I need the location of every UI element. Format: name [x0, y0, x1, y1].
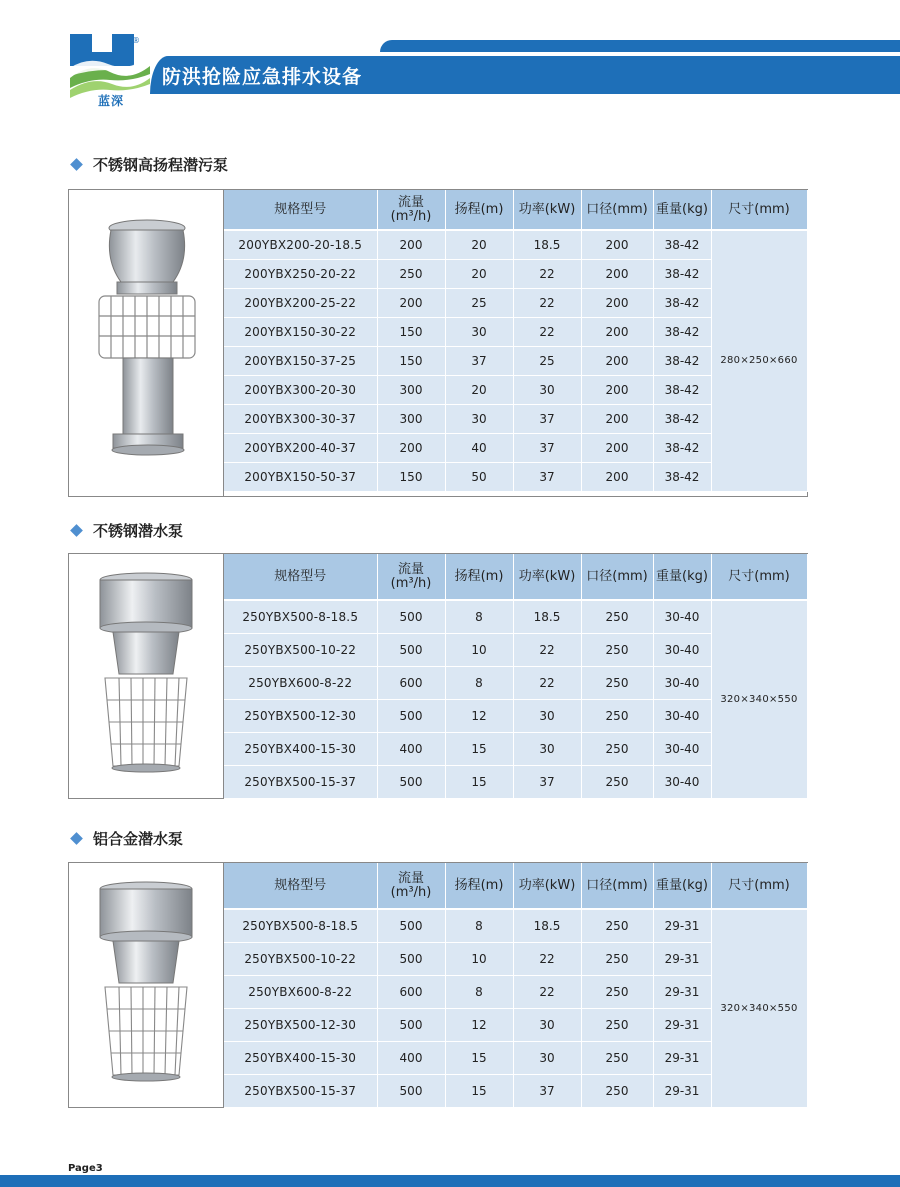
cell-flow: 500: [377, 1008, 445, 1041]
cell-weight: 29-31: [653, 1041, 711, 1074]
cell-diameter: 200: [581, 317, 653, 346]
col-size: 尺寸(mm): [711, 554, 807, 600]
cell-head: 10: [445, 942, 513, 975]
cell-model: 200YBX300-20-30: [224, 375, 377, 404]
logo-text: 蓝深: [98, 94, 125, 108]
cell-power: 25: [513, 346, 581, 375]
cell-head: 12: [445, 1008, 513, 1041]
cell-head: 50: [445, 462, 513, 491]
cell-head: 20: [445, 375, 513, 404]
cell-head: 20: [445, 259, 513, 288]
cell-flow: 500: [377, 633, 445, 666]
cell-power: 18.5: [513, 600, 581, 633]
col-weight: 重量(kg): [653, 190, 711, 230]
cell-diameter: 200: [581, 433, 653, 462]
table-header-row: [224, 190, 807, 230]
pump-photo-icon: [69, 863, 223, 1107]
cell-power: 30: [513, 1041, 581, 1074]
cell-power: 18.5: [513, 230, 581, 259]
table-header-row: [224, 554, 807, 600]
col-model: 规格型号: [224, 863, 377, 909]
cell-power: 18.5: [513, 909, 581, 942]
cell-diameter: 200: [581, 462, 653, 491]
cell-head: 15: [445, 765, 513, 798]
section-heading-3: [72, 828, 183, 849]
cell-power: 37: [513, 433, 581, 462]
cell-weight: 38-42: [653, 346, 711, 375]
footer-bar: [0, 1175, 900, 1187]
cell-model: 200YBX250-20-22: [224, 259, 377, 288]
cell-model: 200YBX150-30-22: [224, 317, 377, 346]
cell-model: 200YBX200-40-37: [224, 433, 377, 462]
cell-head: 15: [445, 1041, 513, 1074]
section-heading-1: [72, 154, 228, 175]
cell-power: 30: [513, 375, 581, 404]
cell-weight: 29-31: [653, 975, 711, 1008]
cell-diameter: 200: [581, 375, 653, 404]
col-diameter: 口径(mm): [581, 863, 653, 909]
cell-power: 22: [513, 317, 581, 346]
cell-flow: 200: [377, 230, 445, 259]
col-weight: 重量(kg): [653, 863, 711, 909]
cell-model: 250YBX500-15-37: [224, 1074, 377, 1107]
cell-weight: 29-31: [653, 1008, 711, 1041]
cell-weight: 30-40: [653, 600, 711, 633]
cell-head: 8: [445, 666, 513, 699]
cell-weight: 38-42: [653, 404, 711, 433]
cell-diameter: 250: [581, 765, 653, 798]
col-flow: 流量 (m³/h): [377, 863, 445, 909]
cell-flow: 500: [377, 765, 445, 798]
cell-flow: 600: [377, 975, 445, 1008]
cell-flow: 200: [377, 288, 445, 317]
cell-diameter: 250: [581, 1041, 653, 1074]
page-title: 防洪抢险应急排水设备: [162, 66, 363, 88]
cell-head: 30: [445, 404, 513, 433]
col-power: 功率(kW): [513, 554, 581, 600]
cell-model: 250YBX600-8-22: [224, 975, 377, 1008]
cell-flow: 500: [377, 600, 445, 633]
cell-model: 250YBX500-12-30: [224, 699, 377, 732]
cell-flow: 500: [377, 909, 445, 942]
cell-diameter: 250: [581, 942, 653, 975]
cell-weight: 29-31: [653, 1074, 711, 1107]
cell-power: 37: [513, 1074, 581, 1107]
cell-weight: 38-42: [653, 462, 711, 491]
cell-flow: 600: [377, 666, 445, 699]
cell-weight: 30-40: [653, 699, 711, 732]
cell-head: 8: [445, 975, 513, 1008]
cell-head: 40: [445, 433, 513, 462]
cell-head: 20: [445, 230, 513, 259]
cell-model: 250YBX500-15-37: [224, 765, 377, 798]
cell-model: 200YBX300-30-37: [224, 404, 377, 433]
cell-head: 8: [445, 909, 513, 942]
diamond-bullet-icon: [70, 158, 83, 171]
table-row: [224, 230, 807, 259]
cell-flow: 500: [377, 942, 445, 975]
diamond-bullet-icon: [70, 832, 83, 845]
cell-weight: 30-40: [653, 765, 711, 798]
cell-power: 22: [513, 633, 581, 666]
cell-head: 15: [445, 732, 513, 765]
cell-model: 250YBX500-10-22: [224, 633, 377, 666]
header-bar: [150, 56, 900, 94]
cell-power: 22: [513, 942, 581, 975]
cell-power: 30: [513, 699, 581, 732]
cell-flow: 400: [377, 732, 445, 765]
cell-diameter: 200: [581, 404, 653, 433]
header-accent-bar: [380, 40, 900, 52]
cell-flow: 300: [377, 404, 445, 433]
col-model: 规格型号: [224, 554, 377, 600]
product-photo-cell: [69, 190, 224, 496]
table-row: [224, 600, 807, 633]
cell-flow: 200: [377, 433, 445, 462]
table-row: [224, 909, 807, 942]
cell-power: 30: [513, 1008, 581, 1041]
table-header-row: [224, 863, 807, 909]
cell-diameter: 250: [581, 666, 653, 699]
cell-diameter: 200: [581, 259, 653, 288]
section-title: 不锈钢高扬程潜污泵: [93, 156, 229, 174]
cell-head: 12: [445, 699, 513, 732]
section-title: 铝合金潜水泵: [93, 830, 184, 848]
col-model: 规格型号: [224, 190, 377, 230]
cell-model: 250YBX400-15-30: [224, 732, 377, 765]
section-heading-2: [72, 520, 183, 541]
cell-power: 22: [513, 259, 581, 288]
registered-mark: ®: [132, 36, 140, 45]
cell-weight: 29-31: [653, 942, 711, 975]
cell-weight: 38-42: [653, 288, 711, 317]
cell-size: 280×250×660: [711, 230, 807, 491]
col-head: 扬程(m): [445, 863, 513, 909]
cell-head: 8: [445, 600, 513, 633]
col-flow: 流量 (m³/h): [377, 554, 445, 600]
cell-weight: 30-40: [653, 732, 711, 765]
cell-model: 250YBX500-8-18.5: [224, 600, 377, 633]
cell-diameter: 200: [581, 230, 653, 259]
pump-photo-icon: [69, 190, 223, 496]
cell-flow: 400: [377, 1041, 445, 1074]
cell-model: 250YBX500-8-18.5: [224, 909, 377, 942]
cell-power: 30: [513, 732, 581, 765]
cell-head: 10: [445, 633, 513, 666]
page-number: Page3: [68, 1163, 103, 1174]
col-flow: 流量 (m³/h): [377, 190, 445, 230]
spec-table-3: [224, 863, 808, 1108]
spec-section-1: [68, 189, 808, 497]
cell-model: 200YBX150-50-37: [224, 462, 377, 491]
product-photo-cell: [69, 554, 224, 798]
cell-power: 37: [513, 765, 581, 798]
col-power: 功率(kW): [513, 190, 581, 230]
cell-head: 25: [445, 288, 513, 317]
cell-weight: 38-42: [653, 317, 711, 346]
cell-power: 22: [513, 666, 581, 699]
diamond-bullet-icon: [70, 524, 83, 537]
cell-flow: 150: [377, 462, 445, 491]
pump-photo-icon: [69, 554, 223, 798]
cell-model: 250YBX400-15-30: [224, 1041, 377, 1074]
cell-diameter: 250: [581, 600, 653, 633]
cell-weight: 30-40: [653, 666, 711, 699]
cell-weight: 29-31: [653, 909, 711, 942]
spec-section-2: [68, 553, 808, 799]
section-title: 不锈钢潜水泵: [93, 522, 184, 540]
cell-power: 22: [513, 975, 581, 1008]
cell-diameter: 250: [581, 1074, 653, 1107]
cell-model: 200YBX150-37-25: [224, 346, 377, 375]
cell-model: 250YBX500-12-30: [224, 1008, 377, 1041]
cell-size: 320×340×550: [711, 909, 807, 1107]
cell-flow: 150: [377, 317, 445, 346]
col-head: 扬程(m): [445, 190, 513, 230]
cell-model: 200YBX200-20-18.5: [224, 230, 377, 259]
cell-diameter: 250: [581, 1008, 653, 1041]
cell-model: 250YBX600-8-22: [224, 666, 377, 699]
cell-head: 15: [445, 1074, 513, 1107]
cell-diameter: 250: [581, 909, 653, 942]
cell-model: 200YBX200-25-22: [224, 288, 377, 317]
cell-size: 320×340×550: [711, 600, 807, 798]
cell-flow: 250: [377, 259, 445, 288]
spec-section-3: [68, 862, 808, 1108]
col-head: 扬程(m): [445, 554, 513, 600]
cell-flow: 500: [377, 699, 445, 732]
cell-head: 37: [445, 346, 513, 375]
cell-head: 30: [445, 317, 513, 346]
spec-table-2: [224, 554, 808, 799]
cell-diameter: 200: [581, 288, 653, 317]
cell-model: 250YBX500-10-22: [224, 942, 377, 975]
cell-diameter: 250: [581, 633, 653, 666]
col-weight: 重量(kg): [653, 554, 711, 600]
cell-flow: 150: [377, 346, 445, 375]
col-size: 尺寸(mm): [711, 863, 807, 909]
cell-diameter: 250: [581, 732, 653, 765]
col-diameter: 口径(mm): [581, 190, 653, 230]
spec-table-1: [224, 190, 808, 492]
cell-power: 37: [513, 404, 581, 433]
cell-diameter: 250: [581, 975, 653, 1008]
cell-diameter: 250: [581, 699, 653, 732]
cell-flow: 500: [377, 1074, 445, 1107]
cell-power: 22: [513, 288, 581, 317]
cell-flow: 300: [377, 375, 445, 404]
cell-power: 37: [513, 462, 581, 491]
col-diameter: 口径(mm): [581, 554, 653, 600]
cell-weight: 38-42: [653, 433, 711, 462]
product-photo-cell: [69, 863, 224, 1107]
col-size: 尺寸(mm): [711, 190, 807, 230]
cell-weight: 38-42: [653, 375, 711, 404]
cell-weight: 30-40: [653, 633, 711, 666]
cell-weight: 38-42: [653, 230, 711, 259]
cell-weight: 38-42: [653, 259, 711, 288]
cell-diameter: 200: [581, 346, 653, 375]
col-power: 功率(kW): [513, 863, 581, 909]
